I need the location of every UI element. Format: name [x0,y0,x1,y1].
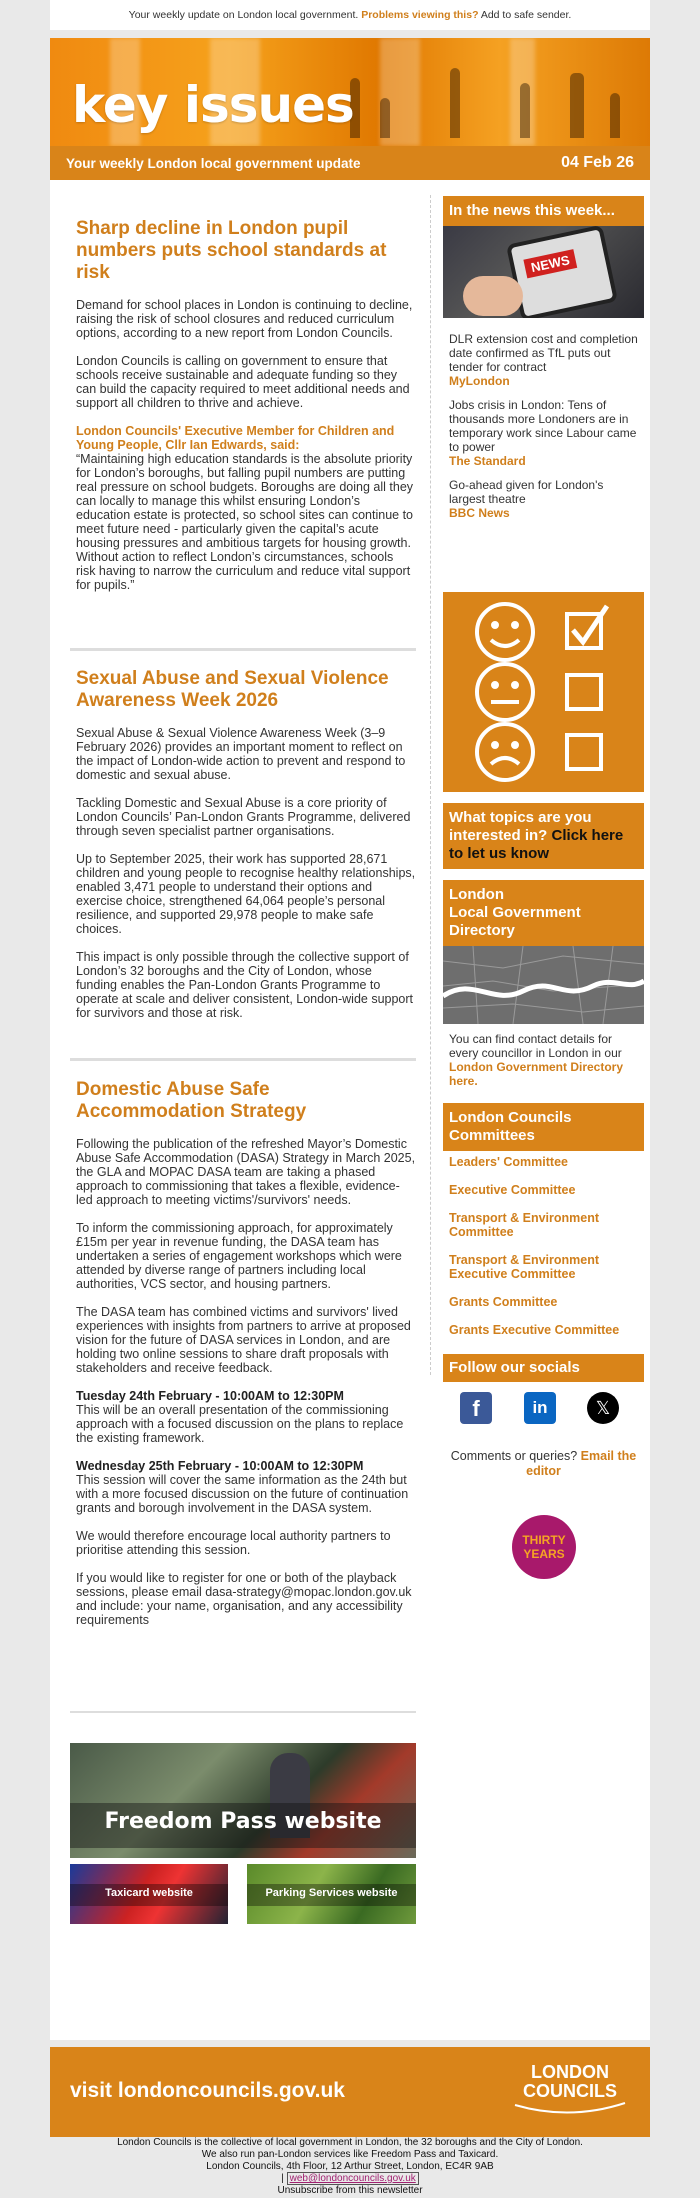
footer-text: London Councils is the collective of local government in London, the 32 boroughs and the City of London. We also run pan-London services like Freedom Pass and Taxicard. London Councils, 4th Floor, 12 Arthur Street, London, EC4R 9AB | web@londoncouncils.gov.uk Unsubscribe from this newsletter [50,2137,650,2197]
news-badge-text: NEWS [523,249,577,278]
x-twitter-icon[interactable]: 𝕏 [587,1392,619,1424]
footer-bar [50,2047,650,2137]
news-headline[interactable]: Jobs crisis in London: Tens of thousands more Londoners are in temporary work since Labour came to power [449,398,637,454]
footer-line: London Councils is the collective of local government in London, the 32 boroughs and the City of London. [117,2137,583,2148]
news-headline[interactable]: DLR extension cost and completion date confirmed as TfL puts out tender for contract [449,332,638,374]
freedom-pass-banner[interactable] [70,1743,416,1858]
visit-website-link[interactable]: visit londoncouncils.gov.uk [70,2079,345,2102]
news-item [449,332,638,388]
taxicard-banner[interactable] [70,1864,228,1924]
freedom-pass-label: Freedom Pass website [104,1809,382,1834]
article-divider [70,1058,416,1061]
london-map-image[interactable] [443,946,644,1024]
news-box [443,196,644,530]
footer-line: We also run pan-London services like Freedom Pass and Taxicard. [201,2149,499,2160]
session-heading: Tuesday 24th February - 10:00AM to 12:30PM [76,1389,344,1403]
article-title[interactable]: Sharp decline in London pupil numbers puts school standards at risk [76,218,387,283]
news-item [449,398,638,468]
footer-email-link[interactable]: web@londoncouncils.gov.uk [287,2172,419,2185]
session-text: This will be an overall presentation of the commissioning approach with a focused discussion on the plans to replace the existing framework. [76,1403,404,1445]
article-paragraph: Tackling Domestic and Sexual Abuse is a core priority of London Councils’ Pan-London Grants Programme, delivered through seven specialist partner organisations. [76,796,411,838]
preheader-text: Your weekly update on London local government. [128,9,359,21]
london-councils-logo [510,2063,630,2123]
parking-services-label: Parking Services website [265,1887,398,1899]
committees-list [443,1155,644,1351]
facebook-icon[interactable]: f [460,1392,492,1424]
committee-link[interactable]: Transport & Environment Executive Committee [449,1253,600,1281]
topics-question: What topics are you interested in? [449,809,592,844]
topics-box[interactable] [443,803,644,869]
committee-link[interactable]: Leaders' Committee [449,1155,568,1169]
news-phone-image [443,226,644,318]
committee-link[interactable]: Transport & Environment Committee [449,1211,600,1239]
quote-attribution: London Councils' Executive Member for Children and Young People, Cllr Ian Edwards, said: [76,424,395,452]
article-paragraph: To inform the commissioning approach, for approximately £15m per year in revenue funding, the DASA team has undertaken a series of engagement workshops which were attended by diverse range of partners including local authorities, VCS sector, and housing partners. [76,1221,402,1291]
badge-line-1: THIRTY [522,1533,566,1547]
article-paragraph: Following the publication of the refreshed Mayor’s Domestic Abuse Safe Accommodation (DASA) Strategy in March 2025, the GLA and MOPAC DASA team are taking a phased approach to commissioning that takes a flexible, evidence-led approach to meeting victims'/survivors' needs. [76,1137,416,1207]
article-pupil-numbers [76,218,416,592]
key-issues-banner [50,38,650,146]
session-heading: Wednesday 25th February - 10:00AM to 12:30PM [76,1459,364,1473]
article-paragraph: Up to September 2025, their work has supported 28,671 children and young people to recognise healthy relationships, enabled 3,471 people to understand their options and exercise choice, strengthened 64,064 people’s personal resilience, and supported 29,978 people to make safe choices. [76,852,416,936]
taxicard-label: Taxicard website [105,1887,193,1899]
news-headline[interactable]: Go-ahead given for London's largest theatre [449,478,604,506]
session-block [76,1389,416,1445]
news-source[interactable]: BBC News [449,506,510,520]
footer-address: London Councils, 4th Floor, 12 Arthur Street, London, EC4R 9AB [206,2161,494,2172]
comments-block [443,1449,644,1479]
article-paragraph: Sexual Abuse & Sexual Violence Awareness Week (3–9 February 2026) provides an important moment to reflect on the impact of London-wide action to prevent and respond to domestic and sexual abuse. [76,726,406,782]
survey-faces-icon [443,592,644,792]
article-paragraph: We would therefore encourage local authority partners to prioritise attending this session. [76,1529,391,1557]
badge-line-2: YEARS [523,1547,565,1561]
linkedin-icon[interactable]: in [524,1392,556,1424]
comments-text: Comments or queries? [450,1449,578,1463]
topics-link[interactable]: Click here to let us know [449,827,624,862]
preheader-bar [50,0,650,30]
hand-graphic [463,276,523,316]
news-heading: In the news this week... [443,196,644,226]
committee-link[interactable]: Grants Executive Committee [449,1323,620,1337]
unsubscribe-link[interactable]: Unsubscribe from this newsletter [277,2185,423,2196]
committee-link[interactable]: Executive Committee [449,1183,576,1197]
parking-services-banner[interactable] [247,1864,416,1924]
column-divider [430,195,431,1375]
directory-link[interactable]: London Government Directory here. [449,1060,624,1088]
banner-subtitle: Your weekly London local government update [66,156,361,171]
directory-text: You can find contact details for every councillor in London in our [449,1032,622,1060]
directory-heading-line1: London [449,886,504,903]
phone-graphic [506,226,618,318]
news-source[interactable]: MyLondon [449,374,510,388]
article-title[interactable]: Sexual Abuse and Sexual Violence Awareness Week 2026 [76,668,389,711]
directory-text-block [449,1032,638,1088]
email-editor-link[interactable]: Email the editor [526,1449,637,1478]
article-paragraph: This impact is only possible through the collective support of London’s 32 boroughs and the City of London, whose funding enables the Pan-London Grants Programme to operate at scale and deliver consistent, London-wide support for survivors and those at risk. [76,950,414,1020]
committees-heading: London Councils Committees [443,1103,644,1151]
article-awareness-week [76,668,416,1020]
directory-heading-line2: Local Government Directory [449,904,581,939]
article-dasa-strategy [76,1079,416,1627]
article-paragraph: London Councils is calling on government to ensure that schools receive sustainable and adequate funding so they can build the capacity required to meet additional needs and support all children to thrive and achieve. [76,354,410,410]
news-item [449,478,638,520]
directory-heading [443,880,644,946]
logo-line-2: COUNCILS [523,2081,617,2101]
london-map-graphic [443,946,644,1024]
thirty-years-badge [512,1515,576,1579]
logo-swoosh-icon [510,2101,630,2119]
socials-heading: Follow our socials [443,1354,644,1382]
committee-link[interactable]: Grants Committee [449,1295,558,1309]
issue-date: 04 Feb 26 [561,154,634,171]
problems-viewing-link[interactable]: Problems viewing this? [361,9,479,21]
banner-title: key issues [72,76,354,134]
news-source[interactable]: The Standard [449,454,526,468]
session-text: This session will cover the same information as the 24th but with a more focused discussion on the future of continuation grants and borough involvement in the DASA system. [76,1473,409,1515]
article-quote-block [76,424,416,592]
article-paragraph: Demand for school places in London is continuing to decline, raising the risk of school closures and reduced curriculum options, according to a new report from London Councils. [76,298,413,340]
safe-sender-link[interactable]: Add to safe sender. [480,9,572,21]
article-paragraph: If you would like to register for one or both of the playback sessions, please email dasa-strategy@mopac.london.gov.uk and include: your name, organisation, and any accessibility requirements [76,1571,412,1627]
article-divider [70,1711,416,1713]
survey-graphic[interactable] [443,592,644,792]
session-block [76,1459,416,1515]
banner-subbar [50,146,650,180]
article-divider [70,648,416,651]
article-title[interactable]: Domestic Abuse Safe Accommodation Strategy [76,1079,307,1122]
main-content [50,180,650,2040]
logo-line-1: LONDON [531,2062,609,2082]
article-paragraph: The DASA team has combined victims and survivors' lived experiences with insights from partners to arrive at proposed vision for the future of DASA services in London, and are holding two online sessions to share draft proposals with stakeholders and receive feedback. [76,1305,411,1375]
quote-text: “Maintaining high education standards is the absolute priority for London’s boroughs, but falling pupil numbers are putting real pressure on school budgets. Boroughs are doing all they can locally to manage this whilst ensuring London’s education estate is protected, so school sites can continue to meet future need - particularly given the capital’s acute housing pressures and ambitious targets for housing growth. Without action to reflect London’s circumstances, schools risk having to narrow the curriculum and reduce vital support for pupils.” [76,452,414,592]
news-list [443,332,644,520]
